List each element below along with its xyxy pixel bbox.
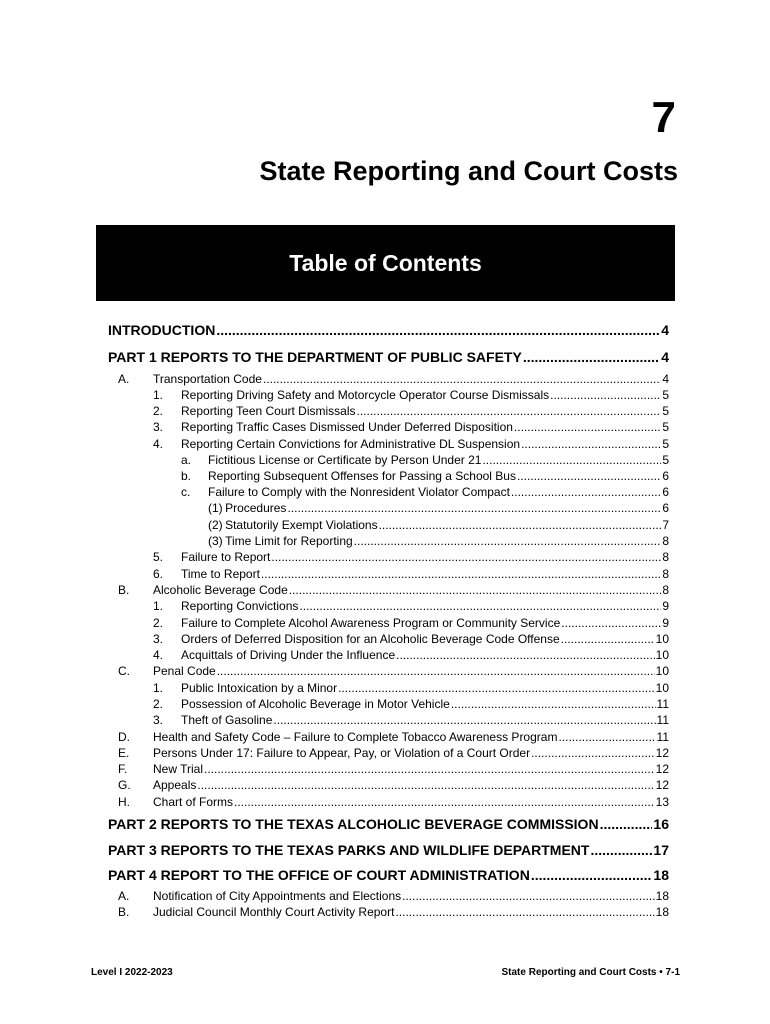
leader-dots (517, 469, 661, 483)
toc-entry-page: 11 (656, 697, 669, 711)
toc-entry-label: Reporting Teen Court Dismissals (181, 404, 356, 418)
toc-entry-marker: H. (118, 795, 130, 809)
leader-dots (521, 437, 661, 451)
toc-entry-label: (1) Procedures (208, 501, 287, 515)
toc-entry-a5[interactable] (181, 550, 669, 564)
leader-dots (590, 842, 652, 858)
toc-entry-marker: 2. (153, 616, 164, 630)
leader-dots (204, 762, 655, 776)
toc-entry-marker: C. (118, 664, 130, 678)
chapter-title: State Reporting and Court Costs (259, 156, 678, 186)
leader-dots (379, 518, 662, 532)
toc-entry-page: 12 (655, 778, 669, 792)
leader-dots (523, 349, 660, 365)
toc-entry-page: 6 (662, 469, 669, 483)
toc-entry-label: Transportation Code (153, 372, 262, 386)
leader-dots (354, 534, 662, 548)
toc-entry-marker: c. (181, 485, 191, 499)
toc-entry-page: 12 (655, 746, 669, 760)
toc-entry-label: Reporting Certain Convictions for Administrative DL Suspension (181, 437, 521, 451)
toc-entry-page: 8 (662, 583, 669, 597)
leader-dots (511, 485, 661, 499)
toc-entry-introduction[interactable] (108, 322, 669, 338)
leader-dots (558, 730, 655, 744)
leader-dots (357, 404, 662, 418)
toc-entry-label: INTRODUCTION (108, 322, 216, 338)
toc-entry-page: 11 (656, 730, 669, 744)
toc-entry-label: PART 4 REPORT TO THE OFFICE OF COURT ADMINISTRATION (108, 867, 530, 883)
toc-entry-label: Failure to Comply with the Nonresident Violator Compact (208, 485, 510, 499)
toc-entry-page: 9 (662, 599, 669, 613)
toc-entry-marker: 1. (153, 388, 164, 402)
toc-entry-marker: 2. (153, 697, 164, 711)
toc-entry-page: 6 (662, 501, 669, 515)
toc-entry-part-1[interactable] (108, 349, 669, 365)
toc-entry-page: 8 (662, 534, 669, 548)
toc-entry-page: 10 (655, 664, 669, 678)
toc-entry-label: PART 1 REPORTS TO THE DEPARTMENT OF PUBLIC SAFETY (108, 349, 522, 365)
toc-entry-p4b[interactable] (153, 905, 669, 919)
toc-entry-b1[interactable] (181, 599, 669, 613)
toc-entry-marker: B. (118, 905, 130, 919)
toc-entry-page: 12 (655, 762, 669, 776)
footer-page-label: State Reporting and Court Costs • 7-1 (501, 967, 680, 978)
toc-entry-page: 10 (655, 681, 669, 695)
toc-banner (96, 225, 675, 301)
leader-dots (287, 501, 661, 515)
leader-dots (271, 550, 661, 564)
toc-entry-a4c3[interactable] (208, 534, 669, 548)
toc-entry-label: Reporting Traffic Cases Dismissed Under Deferred Disposition (181, 420, 513, 434)
toc-entry-label: Penal Code (153, 664, 216, 678)
leader-dots (402, 889, 655, 903)
toc-entry-label: PART 3 REPORTS TO THE TEXAS PARKS AND WILDLIFE DEPARTMENT (108, 842, 590, 858)
toc-entry-page: 4 (662, 372, 669, 386)
leader-dots (396, 648, 655, 662)
toc-entry-marker: 1. (153, 681, 164, 695)
toc-entry-marker: b. (181, 469, 192, 483)
toc-heading: Table of Contents (289, 249, 482, 276)
toc-entry-marker: 5. (153, 550, 164, 564)
toc-entry-page: 11 (656, 713, 669, 727)
toc-entry-label: New Trial (153, 762, 204, 776)
toc-entry-page: 16 (653, 816, 669, 832)
toc-entry-page: 17 (653, 842, 669, 858)
toc-entry-c1[interactable] (181, 681, 669, 695)
toc-entry-label: Time to Report (181, 567, 260, 581)
toc-entry-c[interactable] (153, 664, 669, 678)
leader-dots (299, 599, 661, 613)
toc-entry-page: 8 (662, 550, 669, 564)
toc-entry-label: Health and Safety Code – Failure to Complete Tobacco Awareness Program (153, 730, 558, 744)
toc-entry-a[interactable] (153, 372, 669, 386)
leader-dots (217, 664, 655, 678)
toc-entry-marker: 6. (153, 567, 164, 581)
toc-entry-marker: G. (118, 778, 131, 792)
toc-entry-page: 6 (662, 485, 669, 499)
toc-entry-page: 5 (662, 420, 669, 434)
toc-entry-a4c[interactable] (208, 485, 669, 499)
leader-dots (550, 388, 661, 402)
toc-entry-label: Alcoholic Beverage Code (153, 583, 288, 597)
toc-entry-b4[interactable] (181, 648, 669, 662)
toc-entry-label: Appeals (153, 778, 197, 792)
toc-entry-marker: D. (118, 730, 130, 744)
toc-entry-b[interactable] (153, 583, 669, 597)
leader-dots (261, 567, 661, 581)
toc-entry-d[interactable] (153, 730, 669, 744)
toc-entry-label: Fictitious License or Certificate by Person Under 21 (208, 453, 482, 467)
toc-entry-page: 18 (653, 867, 669, 883)
toc-entry-marker: 1. (153, 599, 164, 613)
chapter-number: 7 (651, 93, 676, 142)
leader-dots (514, 420, 661, 434)
toc-entry-c2[interactable] (181, 697, 669, 711)
toc-entry-label: (3) Time Limit for Reporting (208, 534, 353, 548)
toc-entry-a1[interactable] (181, 388, 669, 402)
toc-entry-p4a[interactable] (153, 889, 669, 903)
toc-entry-a3[interactable] (181, 420, 669, 434)
toc-entry-a6[interactable] (181, 567, 669, 581)
toc-entry-marker: E. (118, 746, 130, 760)
toc-entry-part-2[interactable] (108, 816, 669, 832)
toc-entry-label: Failure to Complete Alcohol Awareness Program or Community Service (181, 616, 561, 630)
toc-entry-label: Theft of Gasoline (181, 713, 273, 727)
leader-dots (273, 713, 655, 727)
toc-entry-marker: 3. (153, 420, 164, 434)
toc-entry-label: Public Intoxication by a Minor (181, 681, 338, 695)
toc-entry-part-3[interactable] (108, 842, 669, 858)
toc-entry-b3[interactable] (181, 632, 669, 646)
toc-entry-label: Acquittals of Driving Under the Influence (181, 648, 396, 662)
toc-entry-page: 5 (662, 388, 669, 402)
toc-entry-marker: 4. (153, 437, 164, 451)
leader-dots (531, 746, 655, 760)
toc-entry-page: 18 (655, 889, 669, 903)
toc-entry-page: 4 (661, 322, 669, 338)
toc-entry-marker: 4. (153, 648, 164, 662)
toc-entry-label: Judicial Council Monthly Court Activity Report (153, 905, 395, 919)
toc-entry-a4c1[interactable] (208, 501, 669, 515)
toc-entry-page: 4 (661, 349, 669, 365)
toc-entry-marker: 2. (153, 404, 164, 418)
toc-entry-a2[interactable] (181, 404, 669, 418)
toc-entry-e[interactable] (153, 746, 669, 760)
toc-entry-marker: B. (118, 583, 130, 597)
toc-entry-label: Reporting Subsequent Offenses for Passing a School Bus (208, 469, 516, 483)
leader-dots (234, 795, 655, 809)
leader-dots (451, 697, 656, 711)
toc-entry-page: 18 (655, 905, 669, 919)
toc-entry-marker: A. (118, 372, 130, 386)
footer-edition: Level I 2022-2023 (91, 967, 173, 978)
toc-entry-page: 5 (662, 404, 669, 418)
leader-dots (531, 867, 653, 883)
toc-entry-page: 9 (662, 616, 669, 630)
toc-entry-marker: A. (118, 889, 130, 903)
leader-dots (289, 583, 662, 597)
leader-dots (482, 453, 661, 467)
toc-entry-label: Notification of City Appointments and Elections (153, 889, 402, 903)
toc-entry-label: Chart of Forms (153, 795, 234, 809)
toc-entry-h[interactable] (153, 795, 669, 809)
leader-dots (395, 905, 654, 919)
toc-entry-a4c2[interactable] (208, 518, 669, 532)
toc-entry-f[interactable] (153, 762, 669, 776)
toc-entry-a4a[interactable] (208, 453, 669, 467)
leader-dots (197, 778, 654, 792)
toc-entry-marker: 3. (153, 632, 164, 646)
toc-entry-g[interactable] (153, 778, 669, 792)
toc-entry-label: Persons Under 17: Failure to Appear, Pay, or Violation of a Court Order (153, 746, 531, 760)
toc-entry-b2[interactable] (181, 616, 669, 630)
leader-dots (263, 372, 661, 386)
toc-entry-page: 7 (662, 518, 669, 532)
leader-dots (561, 632, 655, 646)
leader-dots (216, 322, 660, 338)
toc-entry-page: 8 (662, 567, 669, 581)
toc-entry-part-4[interactable] (108, 867, 669, 883)
toc-entry-c3[interactable] (181, 713, 669, 727)
toc-entry-a4[interactable] (181, 437, 669, 451)
toc-entry-label: Possession of Alcoholic Beverage in Motor Vehicle (181, 697, 450, 711)
toc-entry-page: 10 (655, 648, 669, 662)
toc-entry-label: Failure to Report (181, 550, 271, 564)
toc-entry-page: 13 (655, 795, 669, 809)
toc-entry-marker: a. (181, 453, 192, 467)
toc-entry-label: PART 2 REPORTS TO THE TEXAS ALCOHOLIC BEVERAGE COMMISSION (108, 816, 599, 832)
toc-entry-page: 5 (662, 437, 669, 451)
toc-entry-page: 10 (655, 632, 669, 646)
toc-entry-a4b[interactable] (208, 469, 669, 483)
toc-entry-label: Orders of Deferred Disposition for an Alcoholic Beverage Code Offense (181, 632, 560, 646)
toc-entry-marker: F. (118, 762, 128, 776)
toc-entry-label: (2) Statutorily Exempt Violations (208, 518, 378, 532)
toc-entry-label: Reporting Convictions (181, 599, 299, 613)
leader-dots (561, 616, 661, 630)
leader-dots (338, 681, 655, 695)
toc-entry-marker: 3. (153, 713, 164, 727)
leader-dots (600, 816, 653, 832)
toc-entry-page: 5 (662, 453, 669, 467)
toc-entry-label: Reporting Driving Safety and Motorcycle Operator Course Dismissals (181, 388, 550, 402)
